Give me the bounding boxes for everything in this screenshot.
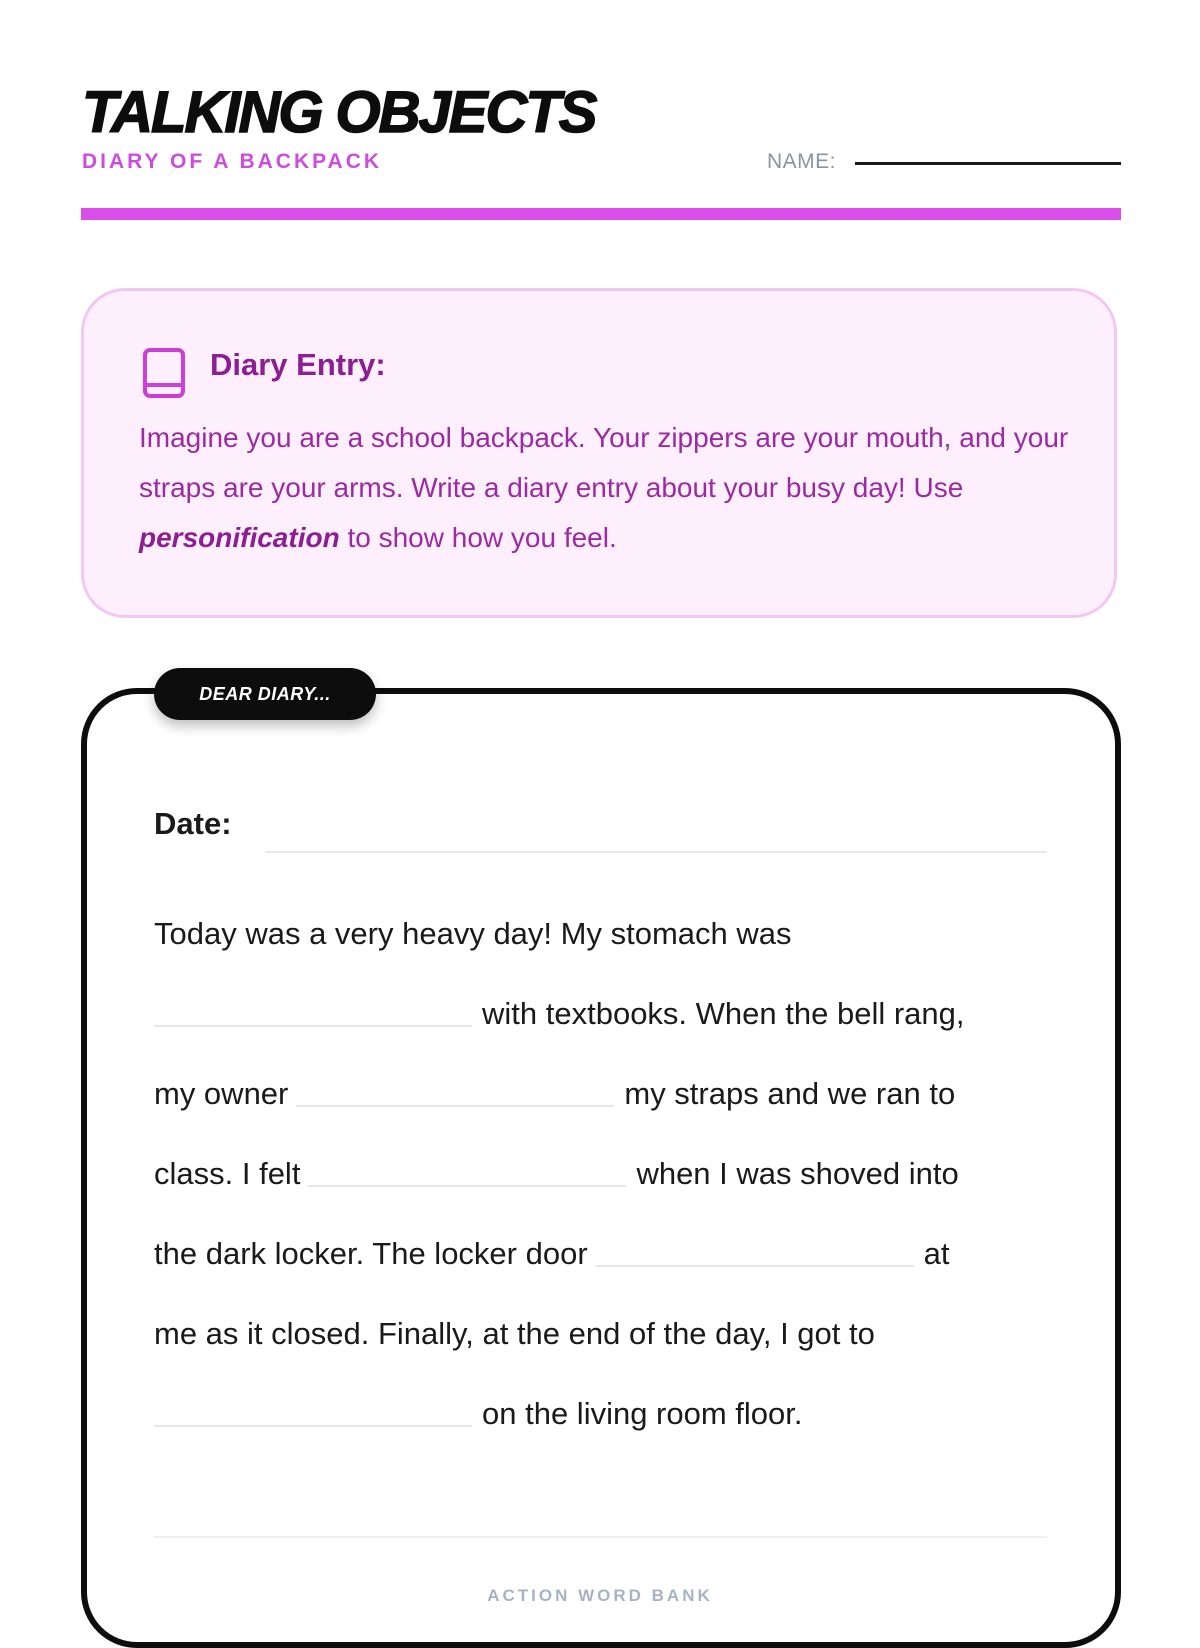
word-bank-label: ACTION WORD BANK: [487, 1586, 713, 1605]
section-divider: [154, 1536, 1047, 1538]
name-field[interactable]: [767, 150, 1121, 180]
story-text: on the living room floor.: [482, 1396, 803, 1431]
fill-in-blank[interactable]: [154, 1025, 472, 1027]
instructions-emphasis: personification: [139, 522, 340, 553]
story-text: with textbooks. When the bell rang,: [482, 996, 965, 1031]
fill-in-blank[interactable]: [596, 1265, 914, 1267]
story-text: Today was a very heavy day! My stomach was: [154, 916, 792, 951]
diary-story: [154, 904, 1054, 1464]
story-text: my owner: [154, 1076, 289, 1111]
story-line: [154, 1064, 1054, 1144]
date-label: Date:: [154, 806, 232, 841]
instructions-text-before: Imagine you are a school backpack. Your zippers are your mouth, and your straps are your arms. Write a diary entry about your busy day! Use: [139, 422, 1069, 503]
instructions-text: [139, 413, 1079, 563]
story-line: [154, 1304, 1054, 1384]
worksheet-title: TALKING OBJECTS: [82, 80, 596, 145]
fill-in-blank[interactable]: [154, 1425, 472, 1427]
fill-in-blank[interactable]: [308, 1185, 626, 1187]
instructions-text-after: to show how you feel.: [339, 522, 617, 553]
story-line: [154, 984, 1054, 1064]
fill-in-blank[interactable]: [296, 1105, 614, 1107]
story-text: the dark locker. The locker door: [154, 1236, 588, 1271]
story-line: [154, 1144, 1054, 1224]
story-text: my straps and we ran to: [624, 1076, 956, 1111]
story-text: class. I felt: [154, 1156, 301, 1191]
story-line: [154, 904, 1054, 984]
book-icon: [142, 347, 186, 399]
diary-tab-label: DEAR DIARY...: [154, 668, 376, 720]
name-label: NAME:: [767, 150, 837, 173]
story-text: when I was shoved into: [636, 1156, 959, 1191]
story-line: [154, 1384, 1054, 1464]
instructions-heading: Diary Entry:: [210, 347, 386, 382]
instructions-box: [81, 288, 1117, 618]
story-text: at: [923, 1236, 950, 1271]
date-input-line[interactable]: [265, 851, 1047, 853]
header-divider: [81, 208, 1121, 220]
story-text: me as it closed. Finally, at the end of the day, I got to: [154, 1316, 875, 1351]
story-line: [154, 1224, 1054, 1304]
worksheet-subtitle: DIARY OF A BACKPACK: [82, 150, 383, 173]
name-line[interactable]: [855, 162, 1121, 165]
